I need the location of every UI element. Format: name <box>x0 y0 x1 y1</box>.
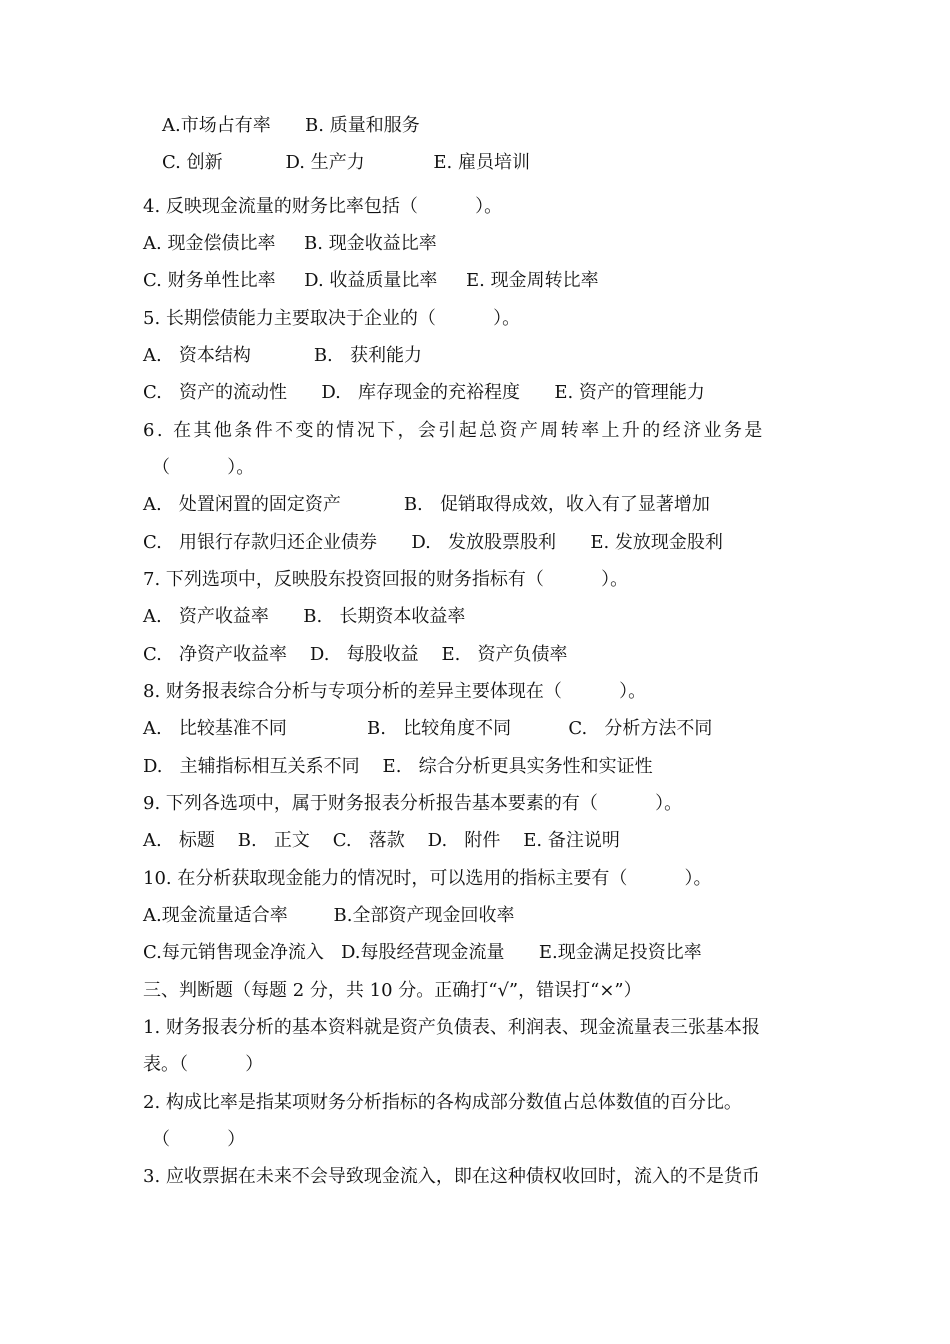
text-line: C.每元销售现金净流入 D.每股经营现金流量 E.现金满足投资比率 <box>143 942 702 963</box>
text-line: 7. 下列选项中，反映股东投资回报的财务指标有（ ）。 <box>143 569 629 590</box>
text-line: C. 财务单性比率 D. 收益质量比率 E. 现金周转比率 <box>143 270 599 291</box>
text-line: 8. 财务报表综合分析与专项分析的差异主要体现在（ ）。 <box>143 681 647 702</box>
text-line: A.市场占有率 B. 质量和服务 <box>162 115 420 136</box>
text-line: A. 比较基准不同 B. 比较角度不同 C. 分析方法不同 <box>143 718 713 739</box>
text-line: 4. 反映现金流量的财务比率包括（ ）。 <box>143 196 503 217</box>
text-line: A.现金流量适合率 B.全部资产现金回收率 <box>143 905 515 926</box>
text-line: C. 资产的流动性 D. 库存现金的充裕程度 E. 资产的管理能力 <box>143 382 705 403</box>
text-line: 9. 下列各选项中，属于财务报表分析报告基本要素的有（ ）。 <box>143 793 683 814</box>
text-line: A. 处置闲置的固定资产 B. 促销取得成效，收入有了显著增加 <box>143 494 710 515</box>
text-line: 2. 构成比率是指某项财务分析指标的各构成部分数值占总体数值的百分比。 <box>143 1092 742 1113</box>
text-line: （ ）。 <box>152 457 255 478</box>
text-line: 表。（ ） <box>143 1054 264 1075</box>
text-line: A. 资产收益率 B. 长期资本收益率 <box>143 606 466 627</box>
text-line: A. 资本结构 B. 获利能力 <box>143 345 422 366</box>
text-line: 5. 长期偿债能力主要取决于企业的（ ）。 <box>143 308 521 329</box>
text-line: 3. 应收票据在未来不会导致现金流入，即在这种债权收回时，流入的不是货币 <box>143 1166 760 1187</box>
text-line: A. 现金偿债比率 B. 现金收益比率 <box>143 233 437 254</box>
text-line: （ ） <box>152 1129 246 1150</box>
text-line: C. 净资产收益率 D. 每股收益 E. 资产负债率 <box>143 644 568 665</box>
text-line: 1. 财务报表分析的基本资料就是资产负债表、利润表、现金流量表三张基本报 <box>143 1017 760 1038</box>
text-line: 6. 在其他条件不变的情况下，会引起总资产周转率上升的经济业务是 <box>143 420 765 441</box>
text-line: D. 主辅指标相互关系不同 E. 综合分析更具实务性和实证性 <box>143 756 653 777</box>
text-line: C. 用银行存款归还企业债券 D. 发放股票股利 E. 发放现金股利 <box>143 532 723 553</box>
text-line: 10. 在分析获取现金能力的情况时，可以选用的指标主要有（ ）。 <box>143 868 712 889</box>
text-line: A. 标题 B. 正文 C. 落款 D. 附件 E. 备注说明 <box>143 830 620 851</box>
section-heading: 三、判断题（每题 2 分，共 10 分。正确打“√”，错误打“×”） <box>143 980 642 1001</box>
text-line: C. 创新 D. 生产力 E. 雇员培训 <box>162 152 530 173</box>
